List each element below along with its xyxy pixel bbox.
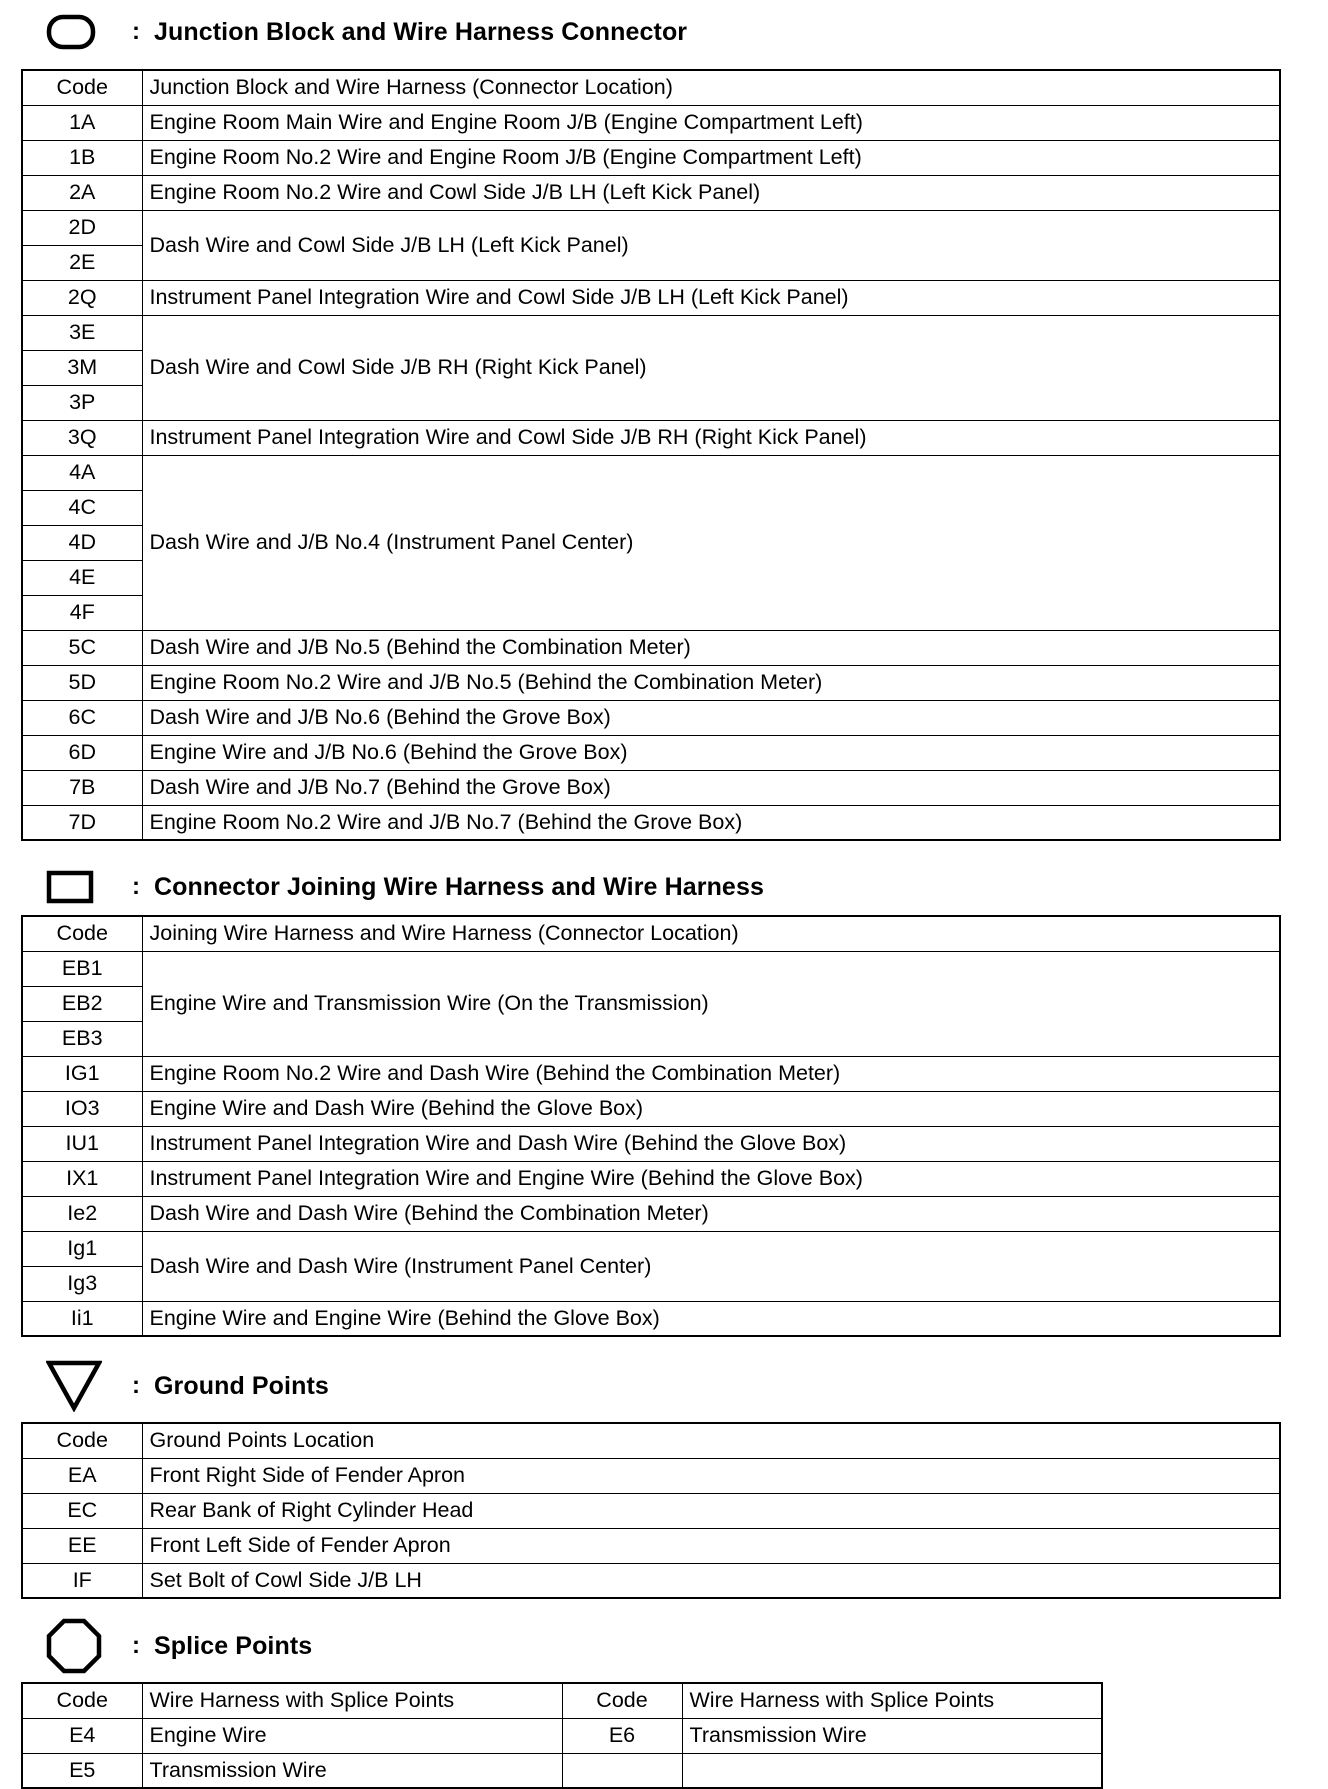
heading-colon: : bbox=[132, 1632, 140, 1659]
octagon-icon bbox=[46, 1618, 106, 1674]
table-row bbox=[22, 1056, 1280, 1091]
section-title: Junction Block and Wire Harness Connector bbox=[154, 17, 688, 46]
code-cell: 2E bbox=[22, 245, 142, 280]
code-cell: IX1 bbox=[22, 1161, 142, 1196]
code-cell: 6D bbox=[22, 735, 142, 770]
code-cell: IG1 bbox=[22, 1056, 142, 1091]
code-cell: 1B bbox=[22, 140, 142, 175]
description-cell: Dash Wire and J/B No.7 (Behind the Grove Box) bbox=[142, 770, 1280, 805]
description-cell: Instrument Panel Integration Wire and Cowl Side J/B RH (Right Kick Panel) bbox=[142, 420, 1280, 455]
code-header: Code bbox=[22, 916, 142, 951]
code-cell: Ig3 bbox=[22, 1266, 142, 1301]
code-header: Code bbox=[22, 70, 142, 105]
code-cell: 4F bbox=[22, 595, 142, 630]
table-row bbox=[22, 805, 1280, 840]
code-header: Code bbox=[22, 1423, 142, 1458]
code-header: Code bbox=[22, 1683, 142, 1718]
description-cell: Engine Room No.2 Wire and Dash Wire (Behind the Combination Meter) bbox=[142, 1056, 1280, 1091]
wire-harness-header: Wire Harness with Splice Points bbox=[682, 1683, 1102, 1718]
code-header: Code bbox=[562, 1683, 682, 1718]
code-cell: EA bbox=[22, 1458, 142, 1493]
splice-points-table bbox=[21, 1682, 1103, 1789]
code-cell: 4A bbox=[22, 455, 142, 490]
table-row bbox=[22, 1126, 1280, 1161]
description-cell: Set Bolt of Cowl Side J/B LH bbox=[142, 1563, 1280, 1598]
table-row bbox=[22, 1196, 1280, 1231]
table-row bbox=[22, 951, 1280, 986]
section-title: Connector Joining Wire Harness and Wire Harness bbox=[154, 872, 764, 901]
code-cell: 2A bbox=[22, 175, 142, 210]
table-row bbox=[22, 140, 1280, 175]
description-cell: Engine Wire and Engine Wire (Behind the Glove Box) bbox=[142, 1301, 1280, 1336]
description-cell: Instrument Panel Integration Wire and Dash Wire (Behind the Glove Box) bbox=[142, 1126, 1280, 1161]
table-header-row bbox=[22, 1423, 1280, 1458]
description-cell: Dash Wire and J/B No.6 (Behind the Grove Box) bbox=[142, 700, 1280, 735]
description-cell: Dash Wire and J/B No.5 (Behind the Combination Meter) bbox=[142, 630, 1280, 665]
description-cell: Engine Wire bbox=[142, 1718, 562, 1753]
table-row bbox=[22, 1161, 1280, 1196]
table-row bbox=[22, 665, 1280, 700]
description-cell: Dash Wire and Dash Wire (Instrument Panel Center) bbox=[142, 1231, 1280, 1301]
wire-harness-header: Wire Harness with Splice Points bbox=[142, 1683, 562, 1718]
description-cell: Dash Wire and J/B No.4 (Instrument Panel Center) bbox=[142, 455, 1280, 630]
code-cell: 2D bbox=[22, 210, 142, 245]
code-cell: 4C bbox=[22, 490, 142, 525]
code-cell: 5D bbox=[22, 665, 142, 700]
code-cell: 3Q bbox=[22, 420, 142, 455]
table-row bbox=[22, 210, 1280, 245]
description-cell: Engine Room No.2 Wire and Cowl Side J/B LH (Left Kick Panel) bbox=[142, 175, 1280, 210]
code-cell: 5C bbox=[22, 630, 142, 665]
description-cell: Engine Room No.2 Wire and J/B No.5 (Behind the Combination Meter) bbox=[142, 665, 1280, 700]
description-cell: Front Right Side of Fender Apron bbox=[142, 1458, 1280, 1493]
code-cell: 3P bbox=[22, 385, 142, 420]
table-row bbox=[22, 1563, 1280, 1598]
description-cell: Instrument Panel Integration Wire and Engine Wire (Behind the Glove Box) bbox=[142, 1161, 1280, 1196]
code-cell: 2Q bbox=[22, 280, 142, 315]
section-heading-splice bbox=[46, 1618, 312, 1674]
connector-table bbox=[21, 915, 1281, 1337]
table-row bbox=[22, 700, 1280, 735]
location-header: Joining Wire Harness and Wire Harness (Connector Location) bbox=[142, 916, 1280, 951]
table-row bbox=[22, 1493, 1280, 1528]
code-cell: 7D bbox=[22, 805, 142, 840]
table-row bbox=[22, 420, 1280, 455]
code-cell: EB2 bbox=[22, 986, 142, 1021]
description-cell: Dash Wire and Cowl Side J/B LH (Left Kick Panel) bbox=[142, 210, 1280, 280]
table-row bbox=[22, 1458, 1280, 1493]
code-cell: E6 bbox=[562, 1718, 682, 1753]
table-row bbox=[22, 630, 1280, 665]
junction-block-table bbox=[21, 69, 1281, 841]
description-cell: Engine Wire and Transmission Wire (On the Transmission) bbox=[142, 951, 1280, 1056]
section-title: Splice Points bbox=[154, 1631, 313, 1660]
square-icon bbox=[46, 859, 106, 915]
code-cell: E5 bbox=[22, 1753, 142, 1788]
heading-colon: : bbox=[132, 873, 140, 900]
table-header-row bbox=[22, 70, 1280, 105]
description-cell: Engine Wire and J/B No.6 (Behind the Grove Box) bbox=[142, 735, 1280, 770]
description-cell: Engine Room No.2 Wire and J/B No.7 (Behind the Grove Box) bbox=[142, 805, 1280, 840]
heading-colon: : bbox=[132, 18, 140, 45]
section-title: Ground Points bbox=[154, 1371, 329, 1400]
table-row bbox=[22, 1301, 1280, 1336]
table-row bbox=[22, 1718, 1102, 1753]
section-heading-ground bbox=[46, 1358, 329, 1414]
code-cell: 4E bbox=[22, 560, 142, 595]
description-cell bbox=[682, 1753, 1102, 1788]
description-cell: Dash Wire and Dash Wire (Behind the Combination Meter) bbox=[142, 1196, 1280, 1231]
code-cell bbox=[562, 1753, 682, 1788]
table-row bbox=[22, 315, 1280, 350]
code-cell: IF bbox=[22, 1563, 142, 1598]
section-heading-junction bbox=[46, 4, 687, 60]
code-cell: EC bbox=[22, 1493, 142, 1528]
table-row bbox=[22, 770, 1280, 805]
description-cell: Transmission Wire bbox=[142, 1753, 562, 1788]
description-cell: Transmission Wire bbox=[682, 1718, 1102, 1753]
description-cell: Engine Room No.2 Wire and Engine Room J/B (Engine Compartment Left) bbox=[142, 140, 1280, 175]
table-row bbox=[22, 175, 1280, 210]
description-cell: Engine Wire and Dash Wire (Behind the Glove Box) bbox=[142, 1091, 1280, 1126]
table-row bbox=[22, 1753, 1102, 1788]
description-cell: Dash Wire and Cowl Side J/B RH (Right Kick Panel) bbox=[142, 315, 1280, 420]
code-cell: E4 bbox=[22, 1718, 142, 1753]
code-cell: EB1 bbox=[22, 951, 142, 986]
table-header-row bbox=[22, 1683, 1102, 1718]
section-heading-connector bbox=[46, 859, 764, 915]
code-cell: EE bbox=[22, 1528, 142, 1563]
table-row bbox=[22, 455, 1280, 490]
location-header: Junction Block and Wire Harness (Connector Location) bbox=[142, 70, 1280, 105]
code-cell: Ig1 bbox=[22, 1231, 142, 1266]
table-row bbox=[22, 1528, 1280, 1563]
code-cell: 4D bbox=[22, 525, 142, 560]
table-row bbox=[22, 280, 1280, 315]
table-row bbox=[22, 1231, 1280, 1266]
table-row bbox=[22, 105, 1280, 140]
heading-colon: : bbox=[132, 1372, 140, 1399]
ground-points-table bbox=[21, 1422, 1281, 1599]
code-cell: Ie2 bbox=[22, 1196, 142, 1231]
code-cell: 6C bbox=[22, 700, 142, 735]
table-row bbox=[22, 735, 1280, 770]
triangle-down-icon bbox=[46, 1358, 106, 1414]
code-cell: 3E bbox=[22, 315, 142, 350]
code-cell: EB3 bbox=[22, 1021, 142, 1056]
description-cell: Front Left Side of Fender Apron bbox=[142, 1528, 1280, 1563]
description-cell: Rear Bank of Right Cylinder Head bbox=[142, 1493, 1280, 1528]
code-cell: 1A bbox=[22, 105, 142, 140]
code-cell: Ii1 bbox=[22, 1301, 142, 1336]
code-cell: 7B bbox=[22, 770, 142, 805]
location-header: Ground Points Location bbox=[142, 1423, 1280, 1458]
code-cell: 3M bbox=[22, 350, 142, 385]
table-row bbox=[22, 1091, 1280, 1126]
table-header-row bbox=[22, 916, 1280, 951]
description-cell: Engine Room Main Wire and Engine Room J/B (Engine Compartment Left) bbox=[142, 105, 1280, 140]
description-cell: Instrument Panel Integration Wire and Cowl Side J/B LH (Left Kick Panel) bbox=[142, 280, 1280, 315]
code-cell: IO3 bbox=[22, 1091, 142, 1126]
code-cell: IU1 bbox=[22, 1126, 142, 1161]
rounded-rectangle-icon bbox=[46, 4, 106, 60]
